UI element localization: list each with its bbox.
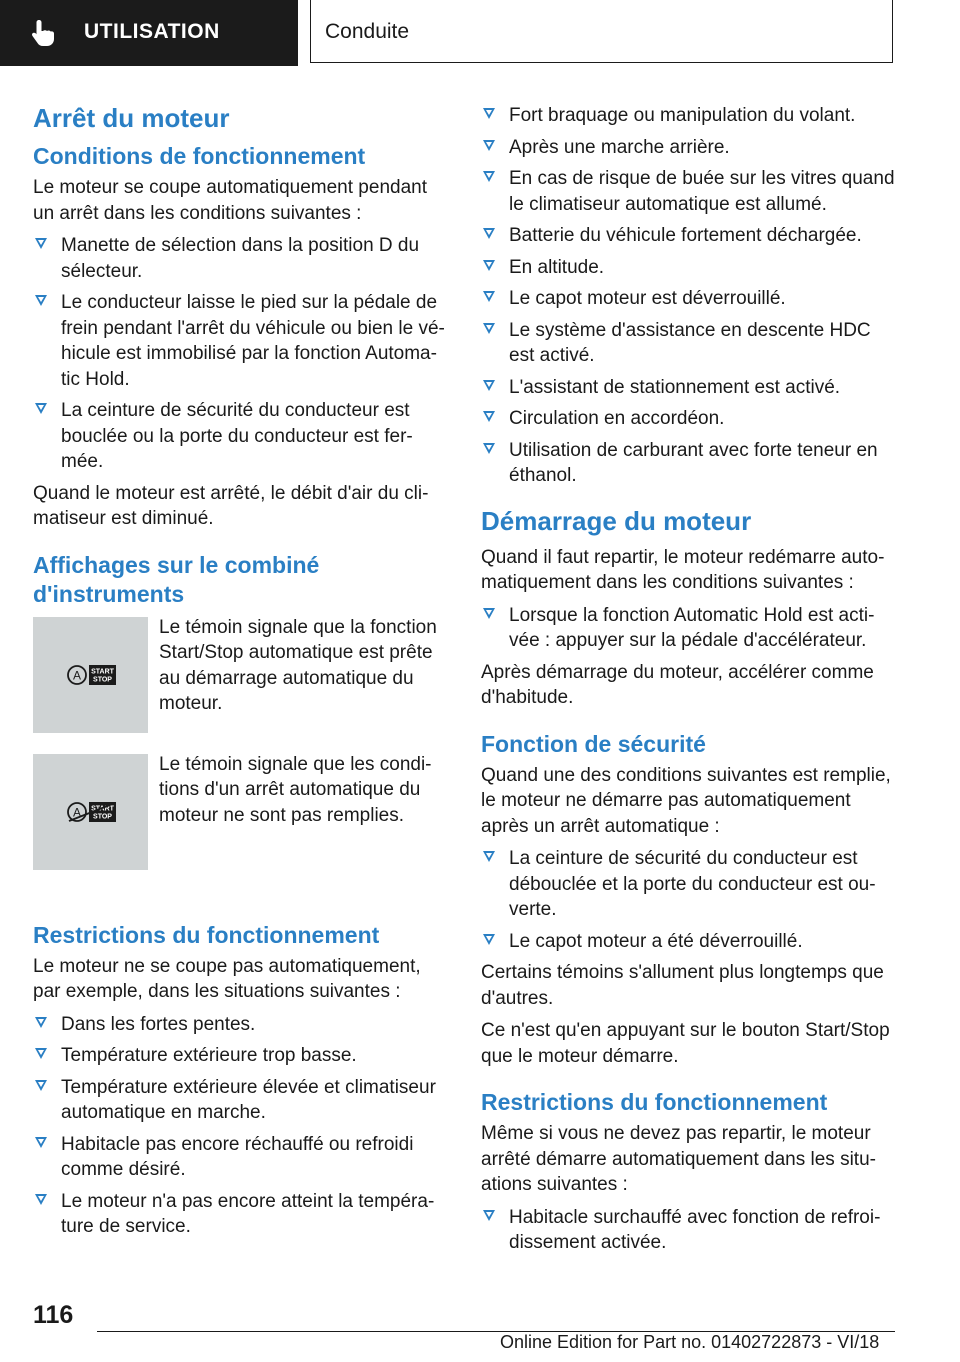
paragraph: Même si vous ne devez pas repartir, le moteur arrêté démarre automatiquement dans les situ-ations suivantes : [481, 1123, 876, 1195]
list-item: Température extérieure trop basse. [33, 1043, 445, 1069]
triangle-bullet-icon [483, 228, 495, 239]
bullet-list [481, 846, 895, 954]
list-item: Le conducteur laisse le pied sur la pédale de frein pendant l'arrêt du véhicule ou bien le vé-hicule est immobilisé par la fonction Automa-tic Hold. [33, 290, 445, 392]
triangle-bullet-icon [35, 1137, 47, 1148]
indicator-image-ready [33, 617, 148, 733]
triangle-bullet-icon [35, 1194, 47, 1205]
triangle-bullet-icon [483, 1210, 495, 1221]
list-item: Utilisation de carburant avec forte teneur en éthanol. [481, 438, 895, 489]
list-item: Après une marche arrière. [481, 135, 895, 161]
list-item: Batterie du véhicule fortement déchargée. [481, 223, 895, 249]
triangle-bullet-icon [483, 411, 495, 422]
list-item: Le capot moteur est déverrouillé. [481, 286, 895, 312]
svg-text:STOP: STOP [93, 676, 112, 683]
hand-pointer-icon [28, 18, 58, 48]
list-item: La ceinture de sécurité du conducteur est débouclée et la porte du conducteur est ou-verte. [481, 846, 895, 923]
list-item: En cas de risque de buée sur les vitres quand le climatiseur automatique est allumé. [481, 166, 895, 217]
start-stop-unavailable-icon [67, 800, 117, 824]
triangle-bullet-icon [483, 934, 495, 945]
triangle-bullet-icon [483, 443, 495, 454]
list-item: Le système d'assistance en descente HDC est activé. [481, 318, 895, 369]
tab-label-utilisation: UTILISATION [84, 20, 220, 43]
left-column [33, 100, 445, 1246]
list-item: Manette de sélection dans la position D du sélecteur. [33, 233, 445, 284]
paragraph: Quand une des conditions suivantes est remplie, le moteur ne démarre pas automatiquement après un arrêt automatique : [481, 764, 891, 837]
bullet-list [481, 603, 895, 654]
tab-conduite[interactable] [310, 0, 893, 63]
indicator-not-met [33, 754, 445, 891]
triangle-bullet-icon [35, 403, 47, 414]
heading-restrictions: Restrictions du fonctionnement [33, 921, 380, 948]
paragraph: Le moteur se coupe automatiquement pendant un arrêt dans les conditions suivantes : [33, 177, 427, 224]
list-item: En altitude. [481, 255, 895, 281]
svg-text:A: A [72, 805, 82, 819]
right-column [481, 103, 895, 1262]
list-item: Température extérieure élevée et climatiseur automatique en marche. [33, 1075, 445, 1126]
paragraph: Certains témoins s'allument plus longtemps que d'autres. [481, 962, 884, 1009]
chapter-tab-bar [0, 0, 960, 66]
indicator-description: Le témoin signale que les condi-tions d'un arrêt automatique du moteur ne sont pas remplies. [159, 753, 432, 826]
triangle-bullet-icon [35, 295, 47, 306]
heading-conditions: Conditions de fonctionnement [33, 143, 366, 169]
triangle-bullet-icon [483, 851, 495, 862]
triangle-bullet-icon [35, 1048, 47, 1059]
list-item: Fort braquage ou manipulation du volant. [481, 103, 895, 129]
paragraph: Quand il faut repartir, le moteur redémarre auto-matiquement dans les conditions suivantes : [481, 546, 885, 593]
section-title-demarrage: Démarrage du moteur [481, 505, 752, 536]
triangle-bullet-icon [483, 108, 495, 119]
list-item: Lorsque la fonction Automatic Hold est acti-vée : appuyer sur la pédale d'accélérateur. [481, 603, 895, 654]
list-item: L'assistant de stationnement est activé. [481, 375, 895, 401]
svg-text:START: START [91, 805, 114, 812]
paragraph: Le moteur ne se coupe pas automatiquement, par exemple, dans les situations suivantes : [33, 955, 421, 1002]
list-item: Le capot moteur a été déverrouillé. [481, 929, 895, 955]
indicator-image-not-met [33, 754, 148, 870]
indicator-ready [33, 617, 445, 754]
indicator-description: Le témoin signale que la fonction Start/Stop automatique est prête au démarrage automatique du moteur. [159, 616, 437, 714]
triangle-bullet-icon [483, 171, 495, 182]
list-item: La ceinture de sécurité du conducteur est bouclée ou la porte du conducteur est fer-mée. [33, 398, 445, 475]
list-item: Le moteur n'a pas encore atteint la tempéra-ture de service. [33, 1189, 445, 1240]
bullet-list [481, 103, 895, 489]
paragraph: Après démarrage du moteur, accélérer comme d'habitude. [481, 661, 874, 708]
triangle-bullet-icon [483, 380, 495, 391]
heading-affichages: Affichages sur le combiné d'instruments [33, 551, 320, 607]
bullet-list [33, 1012, 445, 1240]
tab-utilisation[interactable] [0, 0, 298, 66]
triangle-bullet-icon [35, 1080, 47, 1091]
heading-restrictions-2: Restrictions du fonctionnement [481, 1089, 828, 1115]
paragraph: Quand le moteur est arrêté, le débit d'air du cli-matiseur est diminué. [33, 482, 429, 529]
tab-label-conduite: Conduite [325, 20, 410, 43]
list-item: Habitacle surchauffé avec fonction de refroi-dissement activée. [481, 1205, 895, 1256]
svg-text:START: START [91, 668, 114, 675]
page-number: 116 [33, 1301, 74, 1329]
bullet-list [481, 1205, 895, 1256]
svg-text:A: A [72, 668, 82, 682]
triangle-bullet-icon [483, 260, 495, 271]
list-item: Habitacle pas encore réchauffé ou refroidi comme désiré. [33, 1132, 445, 1183]
triangle-bullet-icon [483, 608, 495, 619]
list-item: Dans les fortes pentes. [33, 1012, 445, 1038]
paragraph: Ce n'est qu'en appuyant sur le bouton Start/Stop que le moteur démarre. [481, 1020, 890, 1067]
triangle-bullet-icon [35, 238, 47, 249]
svg-text:STOP: STOP [93, 813, 112, 820]
triangle-bullet-icon [35, 1017, 47, 1028]
list-item: Circulation en accordéon. [481, 406, 895, 432]
start-stop-ready-icon [67, 663, 117, 687]
triangle-bullet-icon [483, 140, 495, 151]
heading-securite: Fonction de sécurité [481, 730, 706, 757]
triangle-bullet-icon [483, 323, 495, 334]
section-title-arret: Arrêt du moteur [33, 103, 230, 133]
edition-note: Online Edition for Part no. 01402722873 - VI/18 [500, 1332, 880, 1352]
bullet-list [33, 233, 445, 475]
triangle-bullet-icon [483, 291, 495, 302]
